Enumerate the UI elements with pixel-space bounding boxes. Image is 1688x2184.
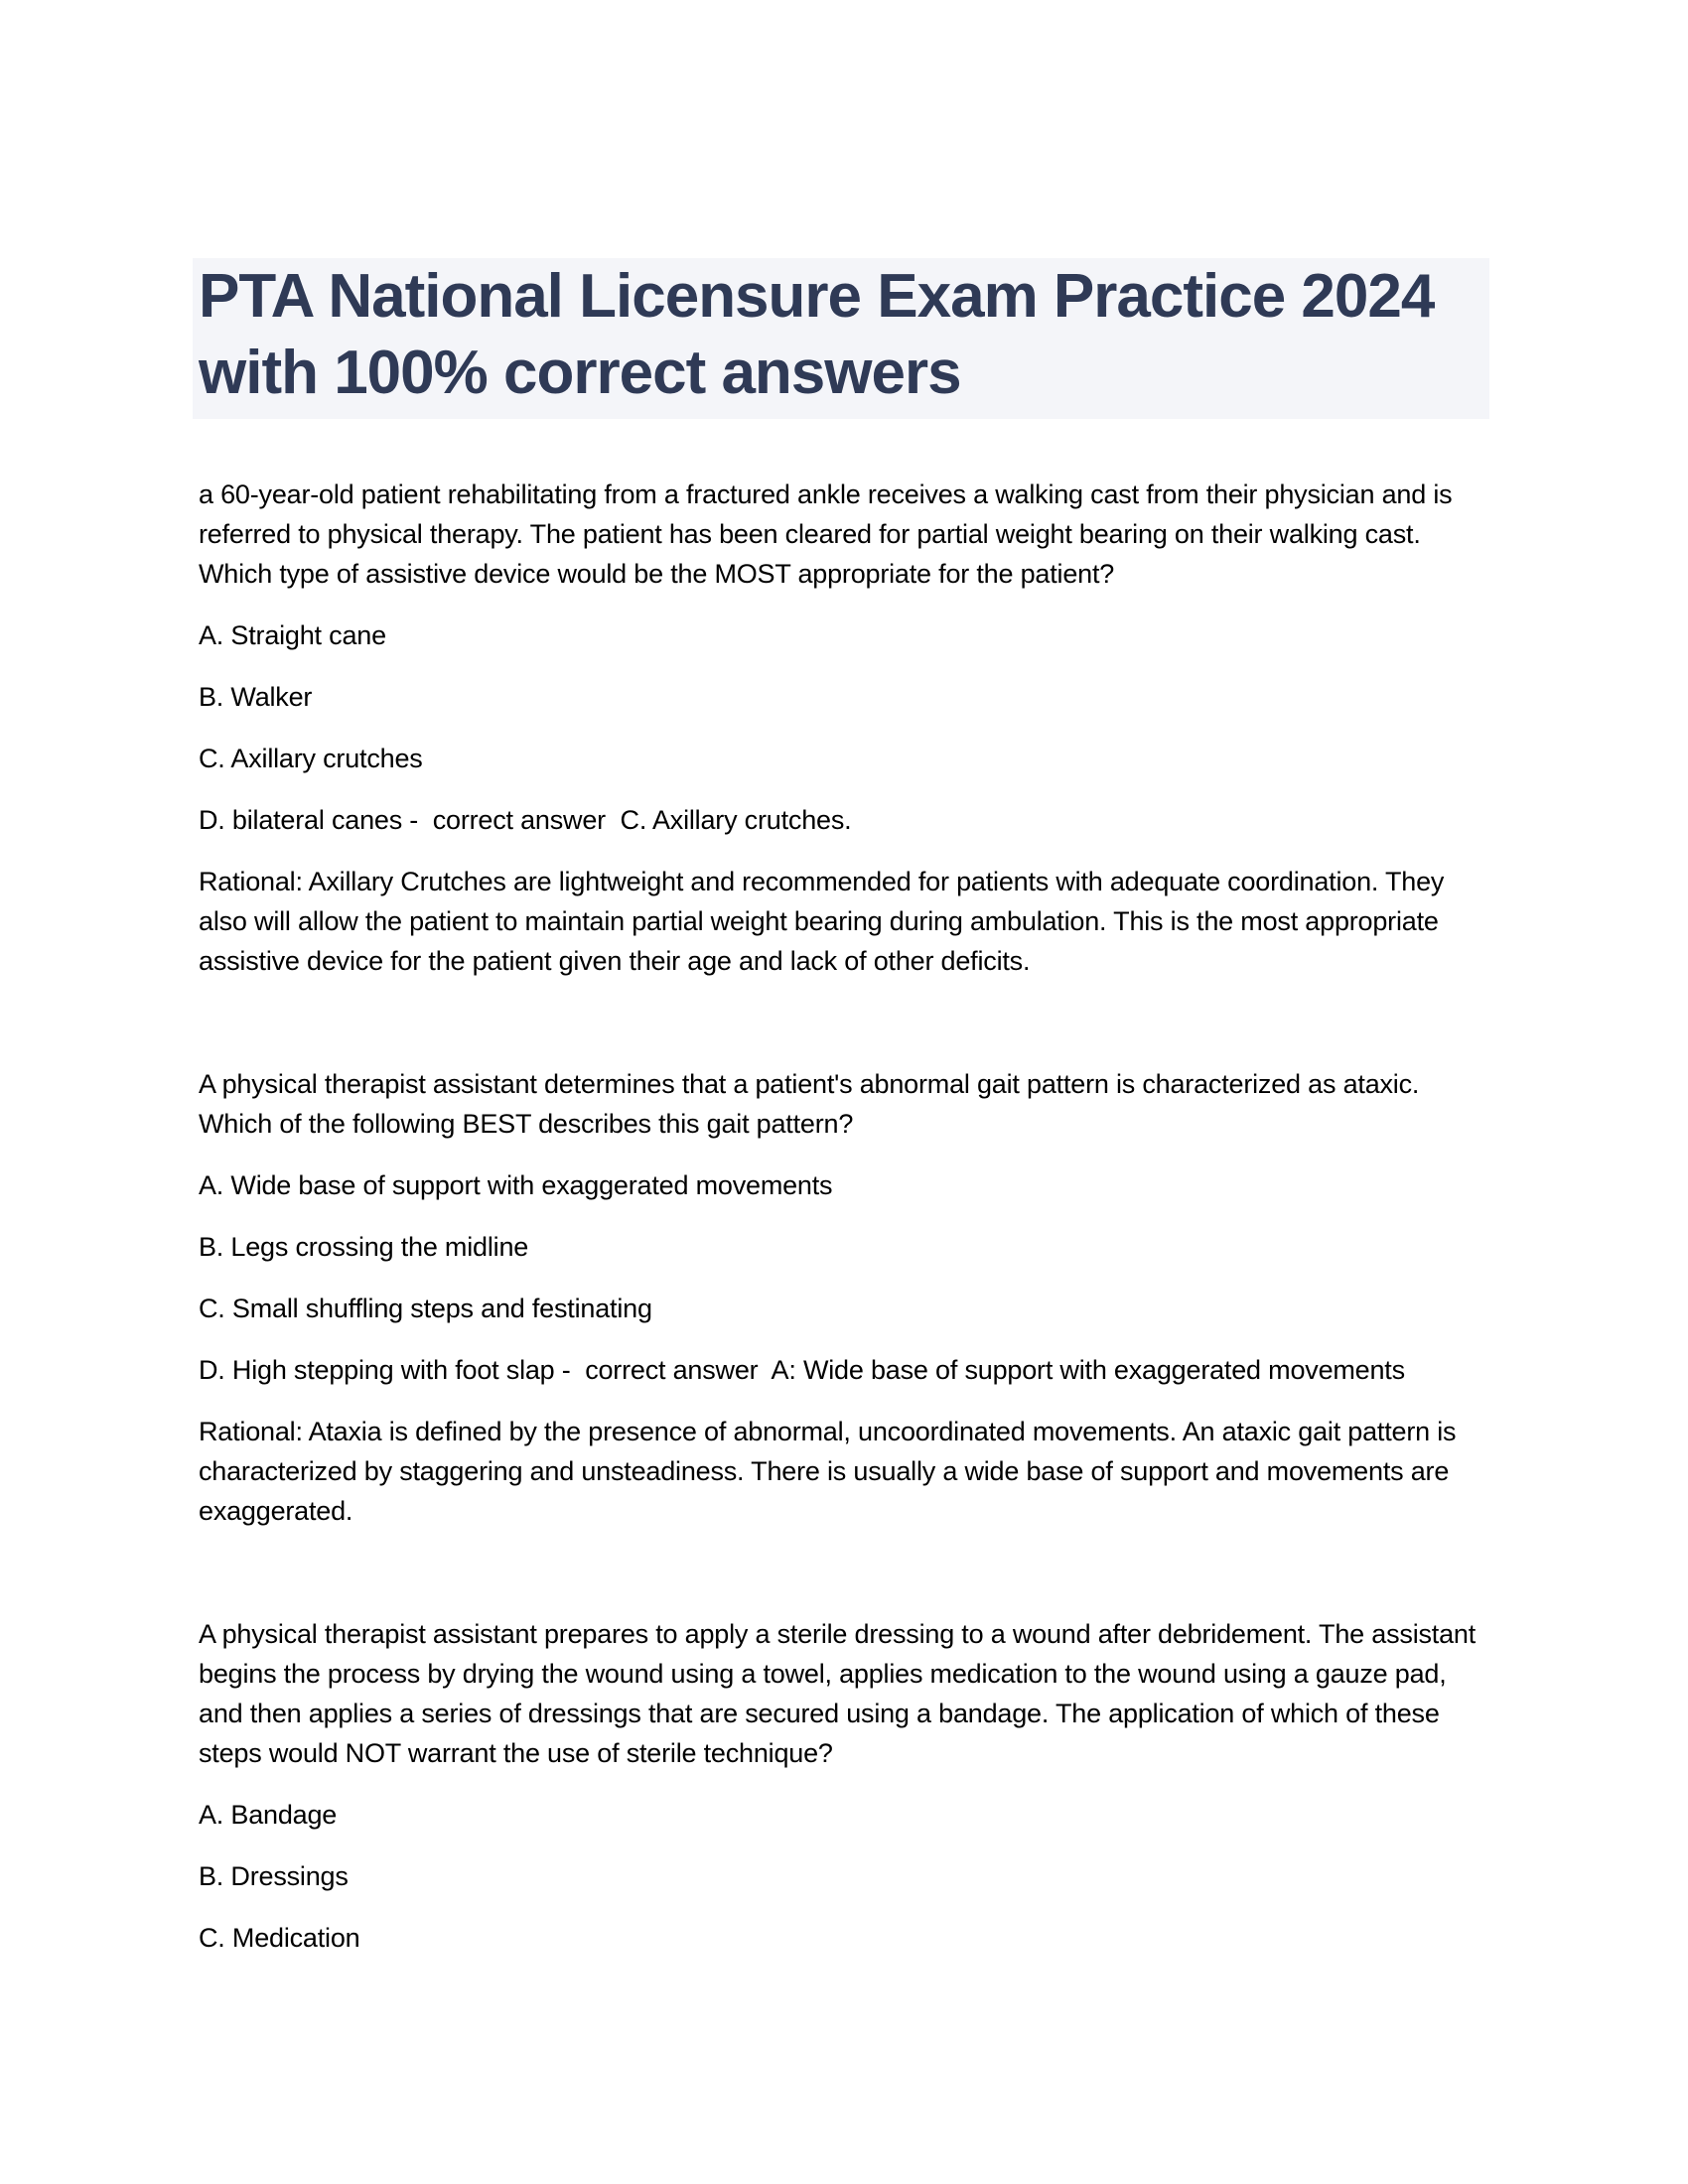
- rationale-text: Rational: Axillary Crutches are lightweight and recommended for patients with adequate coordination. They also will allow the patient to maintain partial weight bearing during ambulation. This is the most appropriate assistive device for the patient given their age and lack of other deficits.: [199, 867, 1452, 976]
- answer-option-b: B. Walker: [199, 682, 313, 712]
- answer-option-a: A. Bandage: [199, 1800, 338, 1830]
- answer-option-b: B. Dressings: [199, 1861, 349, 1891]
- answer-option-b: B. Legs crossing the midline: [199, 1232, 529, 1262]
- question-text: A physical therapist assistant determines that a patient's abnormal gait pattern is characterized as ataxic. Which of the following BEST describes this gait pattern?: [199, 1069, 1427, 1139]
- answer-option-a: A. Wide base of support with exaggerated movements: [199, 1170, 833, 1200]
- rationale-text: Rational: Ataxia is defined by the presence of abnormal, uncoordinated movements. An ataxic gait pattern is characterized by staggering and unsteadiness. There is usually a wide base of support and movements are exaggerated.: [199, 1417, 1464, 1526]
- question-text: A physical therapist assistant prepares to apply a sterile dressing to a wound after debridement. The assistant begins the process by drying the wound using a towel, applies medication to the wound using a gauze pad, and then applies a series of dressings that are secured using a bandage. The application of which of these steps would NOT warrant the use of sterile technique?: [199, 1619, 1483, 1768]
- question-block-3: [199, 1614, 1489, 1958]
- question-text: a 60-year-old patient rehabilitating from a fractured ankle receives a walking cast from their physician and is referred to physical therapy. The patient has been cleared for partial weight bearing on their walking cast. Which type of assistive device would be the MOST appropriate for the patient?: [199, 479, 1460, 589]
- question-block-1: [199, 475, 1489, 981]
- question-block-2: [199, 1064, 1489, 1531]
- answer-option-c: C. Medication: [199, 1923, 360, 1953]
- page-title: PTA National Licensure Exam Practice 2024 with 100% correct answers: [193, 258, 1489, 419]
- answer-option-c: C. Small shuffling steps and festinating: [199, 1294, 652, 1323]
- answer-option-d: D. bilateral canes - correct answer C. Axillary crutches.: [199, 805, 852, 835]
- answer-option-c: C. Axillary crutches: [199, 744, 423, 773]
- answer-option-a: A. Straight cane: [199, 620, 386, 650]
- answer-option-d: D. High stepping with foot slap - correct answer A: Wide base of support with exaggerated movements: [199, 1355, 1405, 1385]
- paragraph-spacer: [199, 1003, 1489, 1064]
- paragraph-spacer: [199, 1553, 1489, 1614]
